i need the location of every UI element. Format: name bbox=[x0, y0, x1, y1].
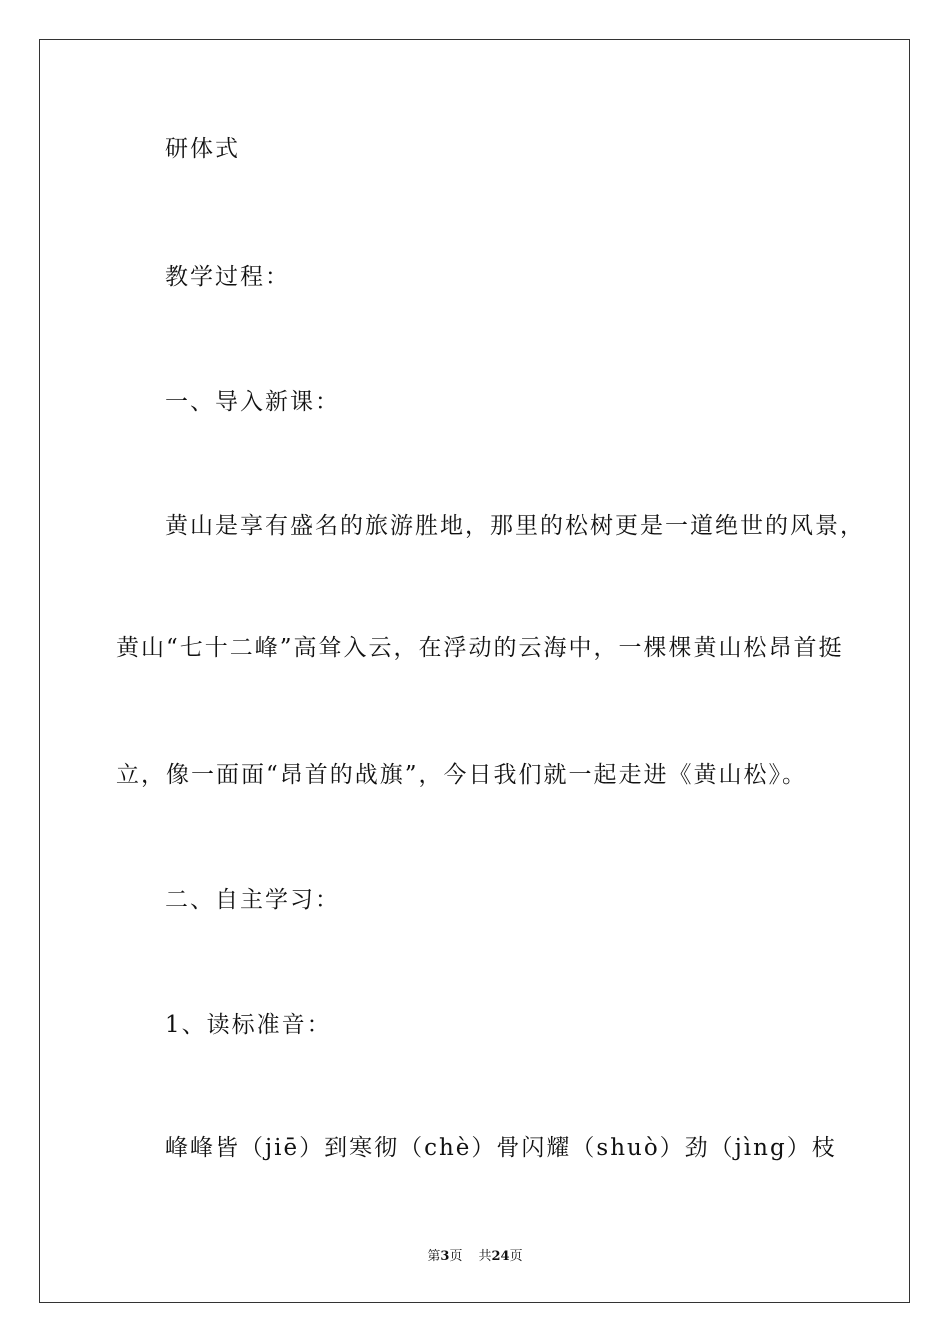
heading-introduction: 一、导入新课： bbox=[165, 389, 340, 415]
paragraph-line-2: 黄山“七十二峰”高耸入云，在浮动的云海中，一棵棵黄山松昂首挺 bbox=[116, 635, 844, 661]
page-border bbox=[39, 39, 910, 1303]
heading-teaching-process: 教学过程： bbox=[165, 264, 290, 290]
footer-total-number: 24 bbox=[491, 1249, 510, 1264]
text-line-style: 研体式 bbox=[165, 136, 240, 162]
footer-page-prefix: 第 bbox=[427, 1249, 441, 1264]
page-footer bbox=[0, 1248, 950, 1266]
footer-page-suffix: 页 bbox=[449, 1249, 463, 1264]
paragraph-line-3: 立，像一面面“昂首的战旗”，今日我们就一起走进《黄山松》。 bbox=[116, 762, 808, 788]
footer-total-prefix: 共 bbox=[478, 1249, 492, 1264]
footer-total-suffix: 页 bbox=[509, 1249, 523, 1264]
pronunciation-line: 峰峰皆（jiē）到寒彻（chè）骨闪耀（shuò）劲（jìng）枝 bbox=[165, 1135, 837, 1161]
paragraph-line-1: 黄山是享有盛名的旅游胜地，那里的松树更是一道绝世的风景， bbox=[165, 513, 865, 539]
heading-read-pronunciation: 1、读标准音： bbox=[165, 1012, 332, 1038]
heading-self-study: 二、自主学习： bbox=[165, 887, 340, 913]
footer-page-number: 3 bbox=[440, 1249, 450, 1264]
